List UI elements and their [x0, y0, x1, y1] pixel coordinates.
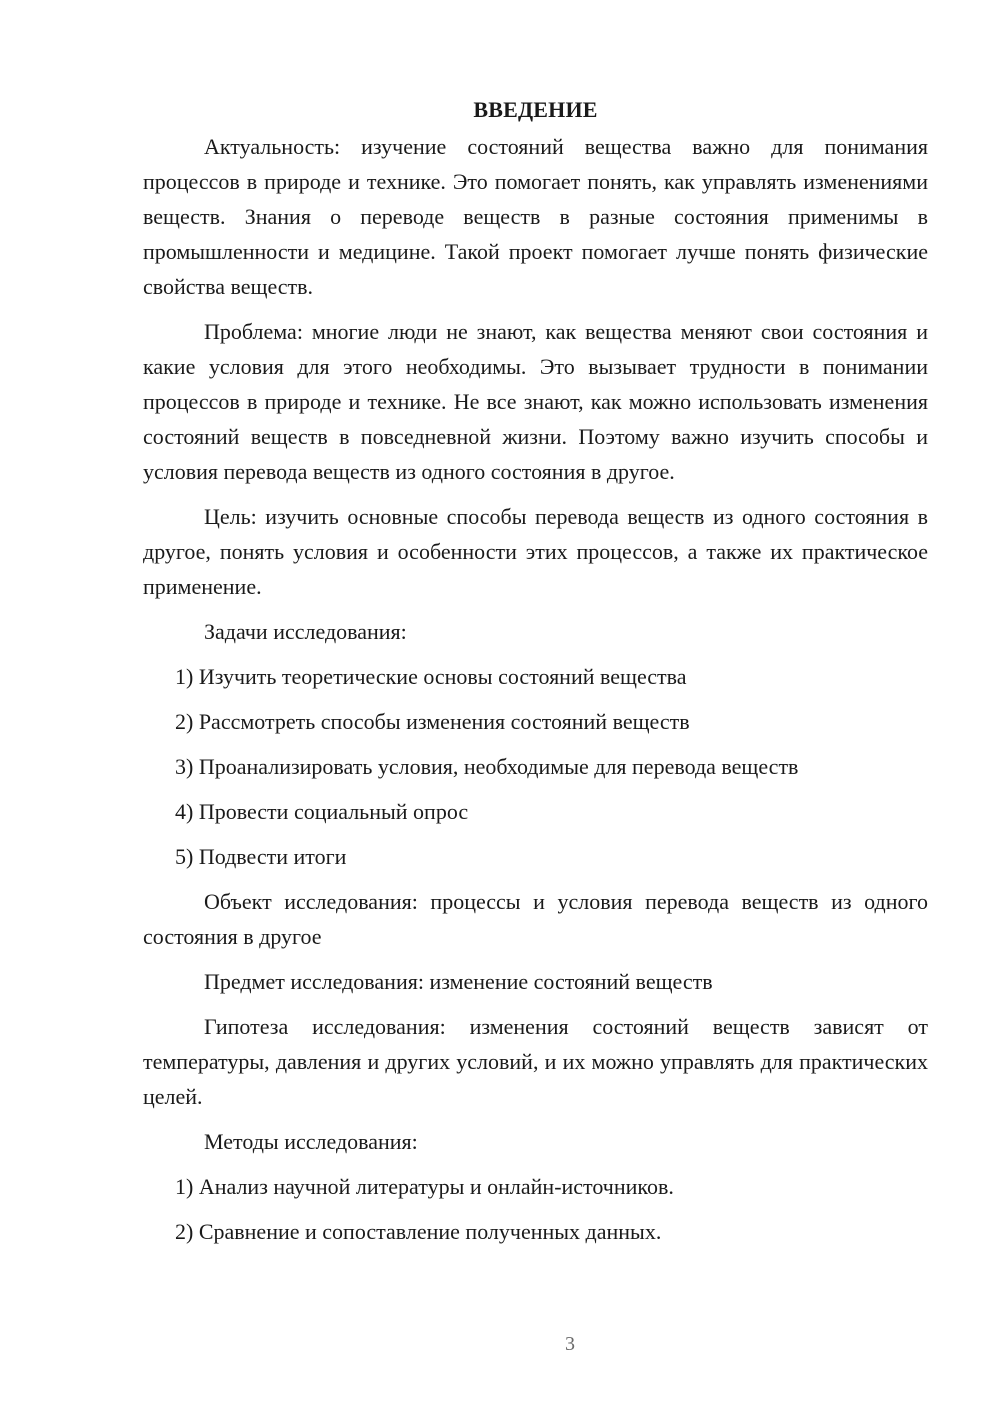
section-title: ВВЕДЕНИЕ — [473, 97, 598, 122]
task-item: 4) Провести социальный опрос — [175, 799, 469, 824]
method-item: 2) Сравнение и сопоставление полученных данных. — [175, 1219, 662, 1244]
tasks-heading: Задачи исследования: — [204, 619, 407, 644]
relevance-paragraph: Актуальность: изучение состояний вещества важно для понимания процессов в природе и технике. Это помогает понять, как управлять изменениями веществ. Знания о переводе веществ в разные состояния применимы в промышленности и медицине. Такой проект помогает лучше понять физические свойства веществ. — [143, 134, 928, 299]
task-item: 1) Изучить теоретические основы состояний вещества — [175, 664, 687, 689]
document-page — [143, 92, 928, 1259]
task-item: 2) Рассмотреть способы изменения состояний веществ — [175, 709, 690, 734]
task-item: 5) Подвести итоги — [175, 844, 347, 869]
task-item: 3) Проанализировать условия, необходимые для перевода веществ — [175, 754, 799, 779]
object-paragraph: Объект исследования: процессы и условия перевода веществ из одного состояния в другое — [143, 889, 928, 949]
goal-paragraph: Цель: изучить основные способы перевода веществ из одного состояния в другое, понять условия и особенности этих процессов, а также их практическое применение. — [143, 504, 928, 599]
problem-paragraph: Проблема: многие люди не знают, как вещества меняют свои состояния и какие условия для этого необходимы. Это вызывает трудности в понимании процессов в природе и технике. Не все знают, как можно использовать изменения состояний веществ в повседневной жизни. Поэтому важно изучить способы и условия перевода веществ из одного состояния в другое. — [143, 319, 928, 484]
methods-heading: Методы исследования: — [204, 1129, 418, 1154]
hypothesis-paragraph: Гипотеза исследования: изменения состояний веществ зависят от температуры, давления и других условий, и их можно управлять для практических целей. — [143, 1014, 928, 1109]
subject-paragraph: Предмет исследования: изменение состояний веществ — [204, 969, 713, 994]
method-item: 1) Анализ научной литературы и онлайн-источников. — [175, 1174, 674, 1199]
page-number: 3 — [565, 1333, 575, 1355]
